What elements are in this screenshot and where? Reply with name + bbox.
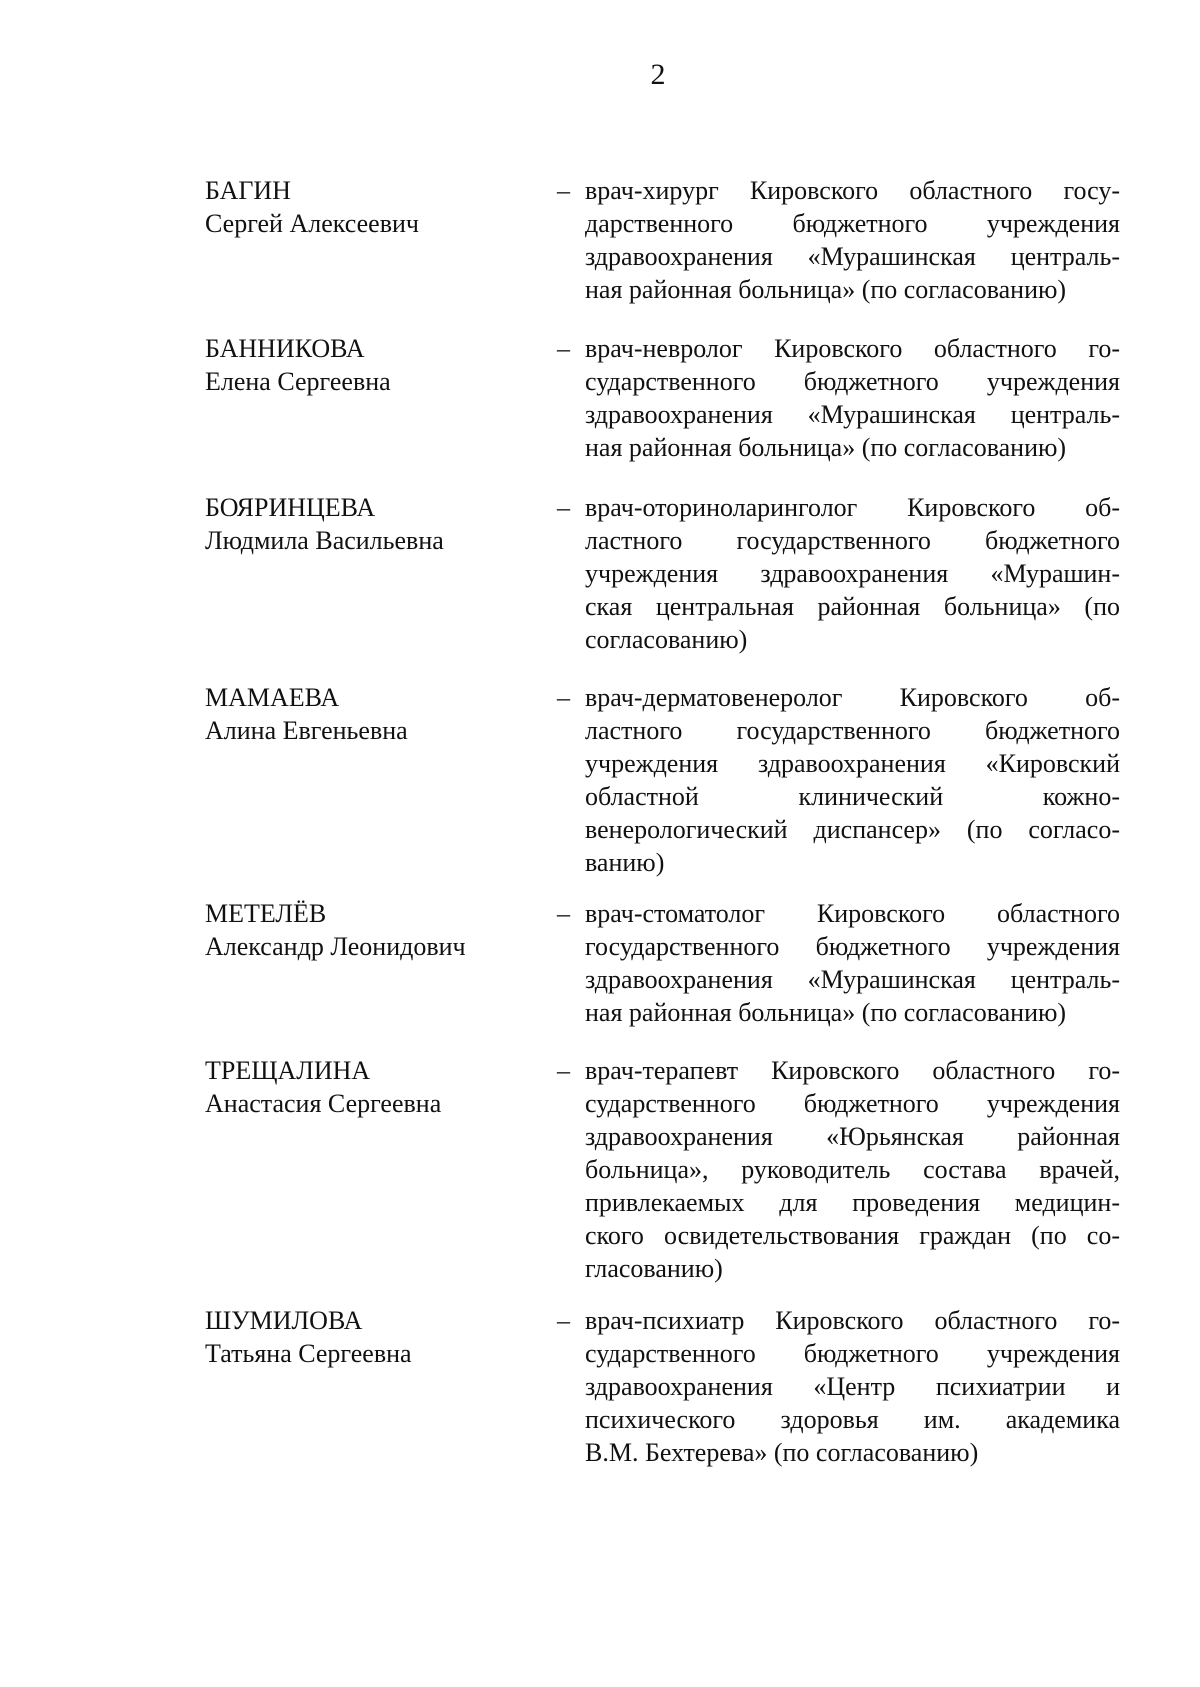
role-line: здравоохранения «Мурашинская централь- (585, 242, 1120, 271)
member-given-name: Людмила Васильевна (205, 526, 444, 555)
role-line: здравоохранения «Мурашинская централь- (585, 965, 1120, 994)
member-name (205, 491, 535, 557)
role-line: врач-дерматовенеролог Кировского об- (585, 683, 1120, 712)
separator-dash: – (557, 334, 570, 363)
role-line: сударственного бюджетного учреждения (585, 367, 1120, 396)
member-surname: ШУМИЛОВА (205, 1306, 363, 1335)
role-line: врач-стоматолог Кировского областного (585, 899, 1120, 928)
member-role (585, 897, 1120, 1029)
separator-dash: – (557, 1056, 570, 1085)
member-name (205, 332, 535, 398)
member-name (205, 1054, 535, 1120)
member-given-name: Алина Евгеньевна (205, 716, 408, 745)
role-line: В.М. Бехтерева» (по согласованию) (585, 1438, 979, 1467)
member-name (205, 174, 535, 240)
member-name (205, 681, 535, 747)
role-line: психического здоровья им. академика (585, 1405, 1120, 1434)
member-given-name: Александр Леонидович (205, 932, 466, 961)
role-line: ластного государственного бюджетного (585, 526, 1120, 555)
role-line: врач-психиатр Кировского областного го- (585, 1306, 1120, 1335)
role-line: государственного бюджетного учреждения (585, 932, 1120, 961)
separator-dash: – (557, 493, 570, 522)
role-line: ная районная больница» (по согласованию) (585, 433, 1067, 462)
member-role (585, 491, 1120, 656)
role-line: ванию) (585, 848, 665, 877)
role-line: сударственного бюджетного учреждения (585, 1339, 1120, 1368)
role-line: привлекаемых для проведения медицин- (585, 1188, 1120, 1217)
member-given-name: Анастасия Сергеевна (205, 1089, 442, 1118)
role-line: дарственного бюджетного учреждения (585, 209, 1120, 238)
member-role (585, 681, 1120, 879)
role-line: ского освидетельствования граждан (по со- (585, 1221, 1120, 1250)
member-name (205, 897, 535, 963)
role-line: ная районная больница» (по согласованию) (585, 998, 1067, 1027)
member-role (585, 1304, 1120, 1469)
separator-dash: – (557, 899, 570, 928)
role-line: врач-оториноларинголог Кировского об- (585, 493, 1120, 522)
page-number: 2 (650, 58, 666, 91)
member-role (585, 1054, 1120, 1285)
role-line: согласованию) (585, 625, 748, 654)
member-role (585, 174, 1120, 306)
role-line: здравоохранения «Центр психиатрии и (585, 1372, 1120, 1401)
role-line: учреждения здравоохранения «Мурашин- (585, 559, 1120, 588)
role-line: ная районная больница» (по согласованию) (585, 275, 1067, 304)
separator-dash: – (557, 176, 570, 205)
member-role (585, 332, 1120, 464)
role-line: гласованию) (585, 1254, 723, 1283)
member-name (205, 1304, 535, 1370)
separator-dash: – (557, 683, 570, 712)
member-surname: БОЯРИНЦЕВА (205, 493, 376, 522)
role-line: больница», руководитель состава врачей, (585, 1155, 1120, 1184)
member-given-name: Татьяна Сергеевна (205, 1339, 412, 1368)
role-line: сударственного бюджетного учреждения (585, 1089, 1120, 1118)
role-line: здравоохранения «Юрьянская районная (585, 1122, 1120, 1151)
role-line: ластного государственного бюджетного (585, 716, 1120, 745)
role-line: врач-терапевт Кировского областного го- (585, 1056, 1120, 1085)
role-line: ская центральная районная больница» (по (585, 592, 1120, 621)
member-given-name: Сергей Алексеевич (205, 209, 419, 238)
role-line: врач-хирург Кировского областного госу- (585, 176, 1120, 205)
member-given-name: Елена Сергеевна (205, 367, 391, 396)
separator-dash: – (557, 1306, 570, 1335)
member-surname: ТРЕЩАЛИНА (205, 1056, 371, 1085)
role-line: учреждения здравоохранения «Кировский (585, 749, 1120, 778)
member-surname: МЕТЕЛЁВ (205, 899, 327, 928)
role-line: здравоохранения «Мурашинская централь- (585, 400, 1120, 429)
member-surname: БАГИН (205, 176, 291, 205)
role-line: областной клинический кожно- (585, 782, 1120, 811)
role-line: врач-невролог Кировского областного го- (585, 334, 1120, 363)
member-surname: МАМАЕВА (205, 683, 340, 712)
role-line: венерологический диспансер» (по согласо- (585, 815, 1120, 844)
member-surname: БАННИКОВА (205, 334, 365, 363)
